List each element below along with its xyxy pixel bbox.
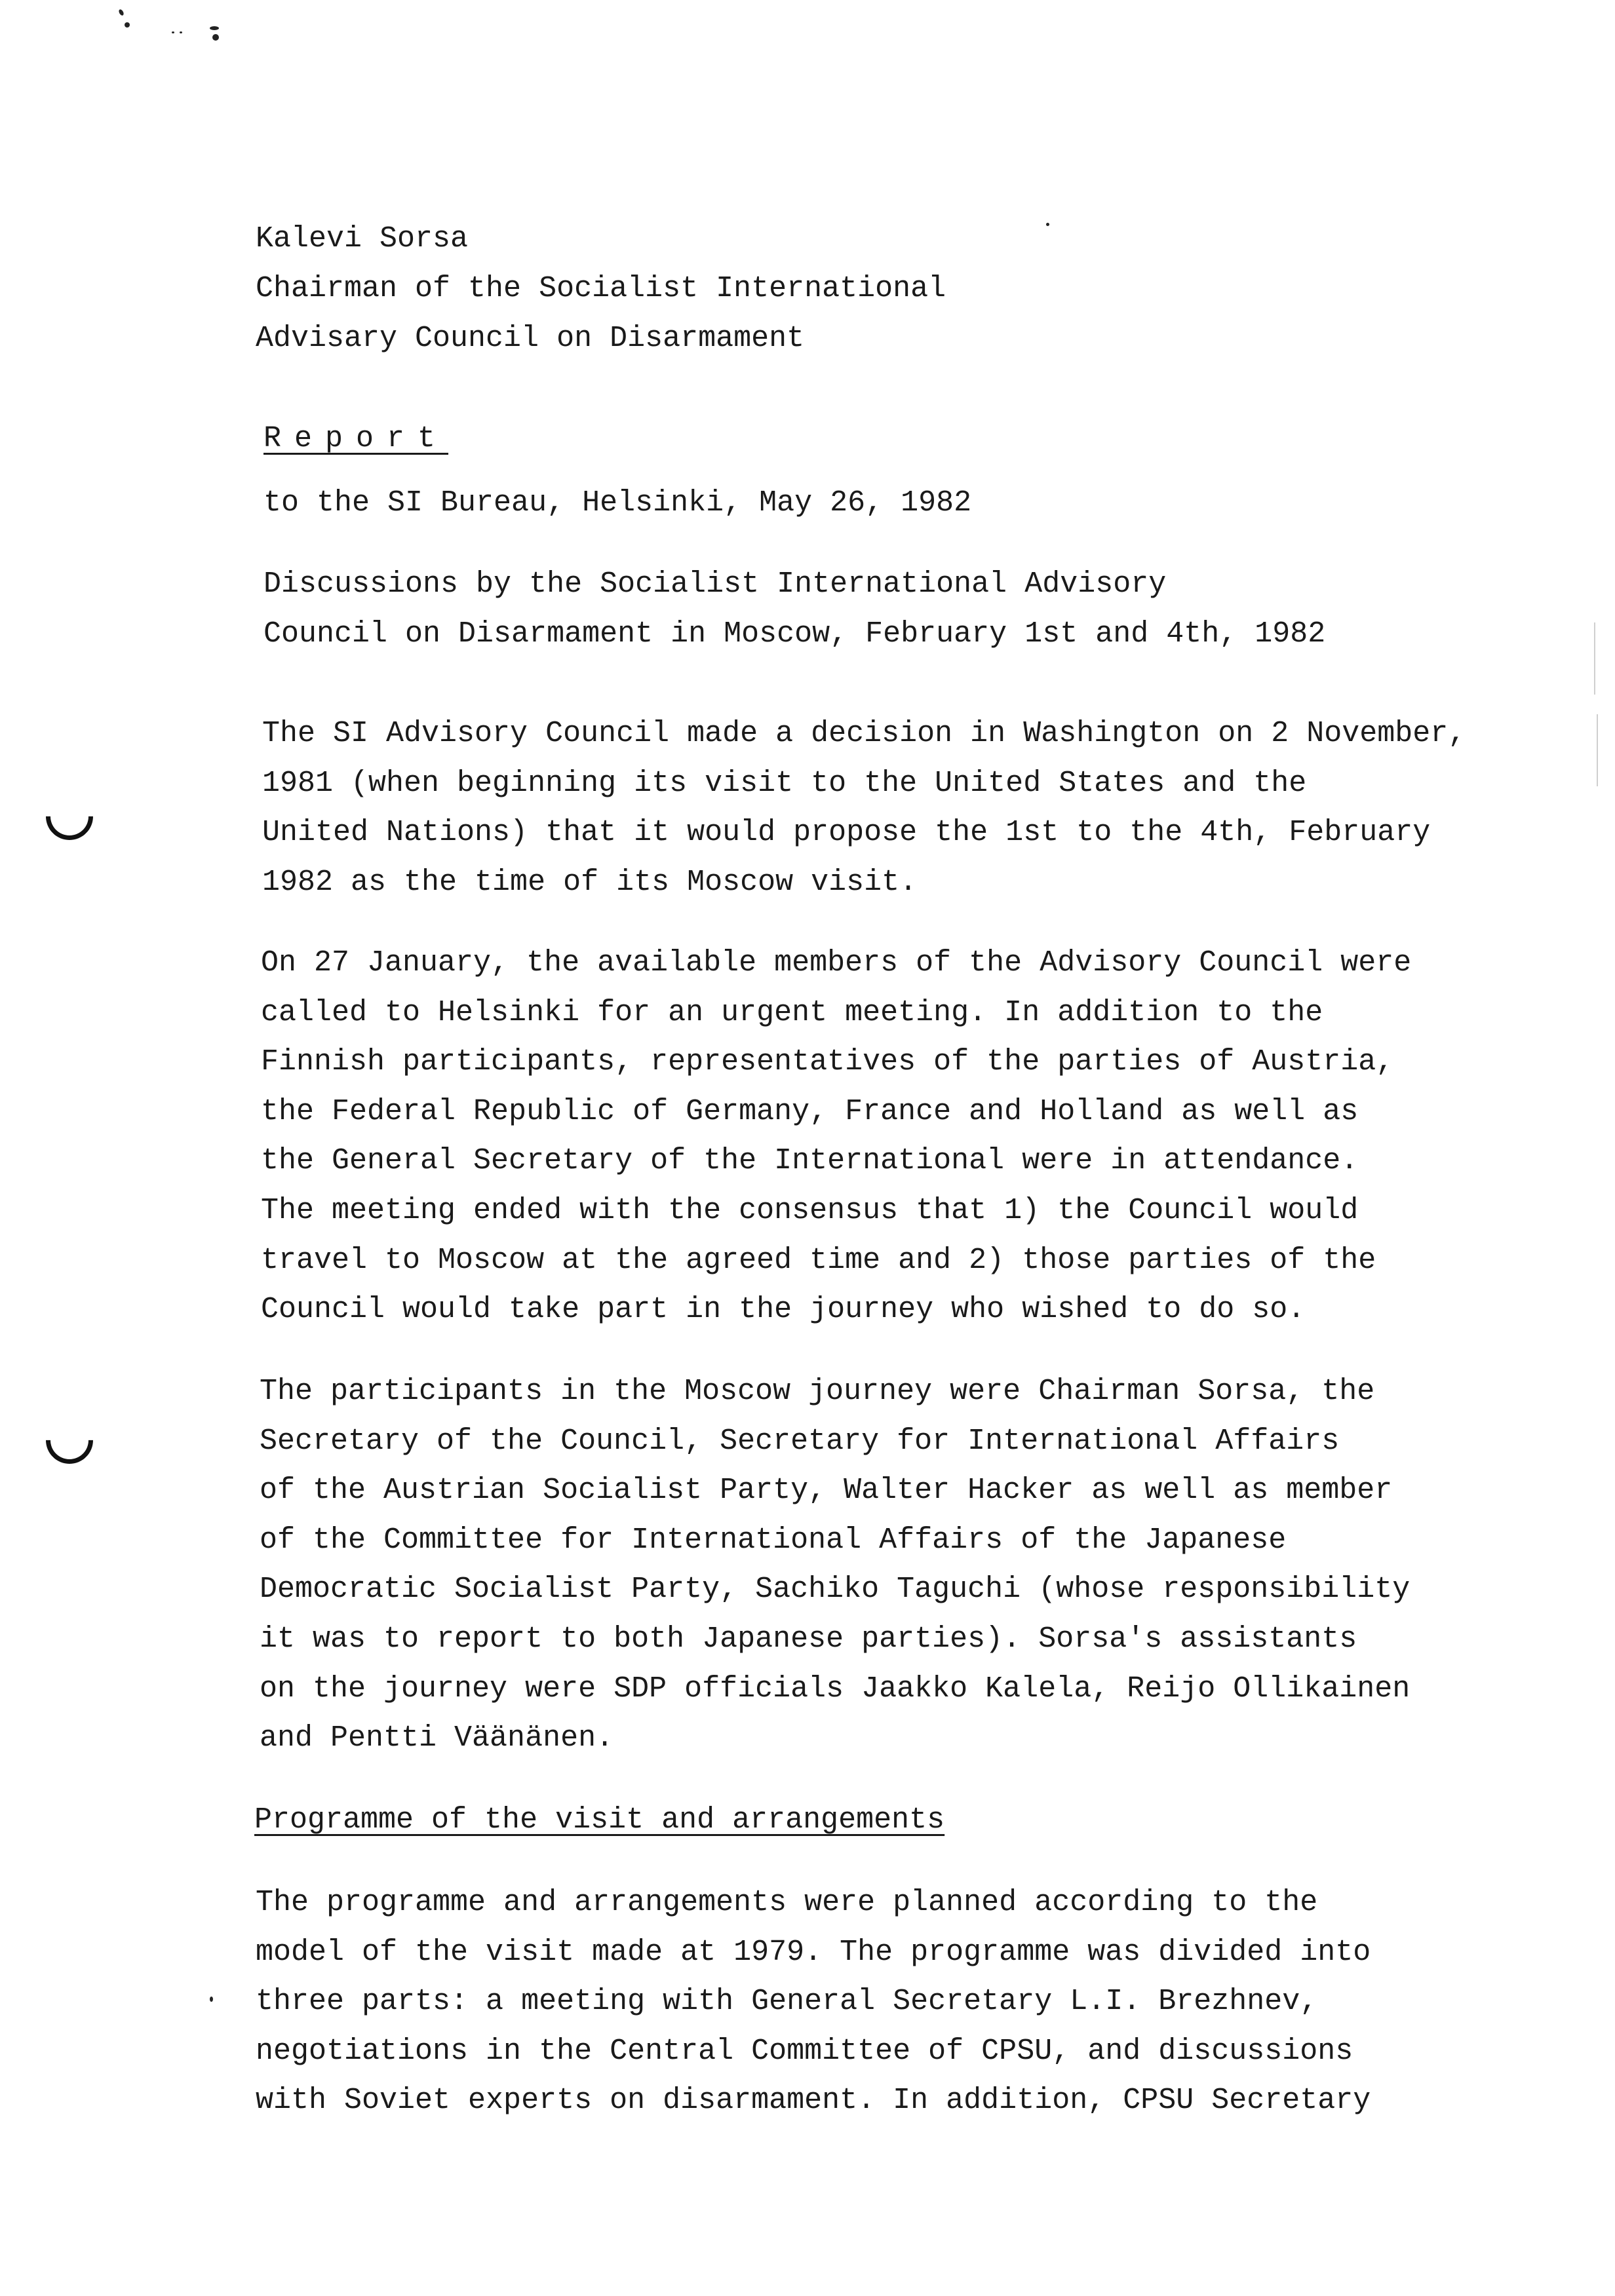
text-line: 1982 as the time of its Moscow visit. [262,865,918,899]
text-line: the Federal Republic of Germany, France and Holland as well as [261,1094,1359,1128]
text-line: On 27 January, the available members of the Advisory Council were [261,946,1412,980]
report-heading: Report [263,422,449,455]
scan-speck [125,22,130,28]
author-role: Chairman of the Socialist International [256,272,946,305]
scan-speck [212,34,219,41]
punch-hole-mark [36,783,103,850]
discussion-title-line: Council on Disarmament in Moscow, February 1st and 4th, 1982 [263,617,1326,651]
scan-speck [172,31,174,33]
scan-speck [210,1997,213,2002]
discussion-title-line: Discussions by the Socialist International Advisory [263,567,1167,601]
text-line: it was to report to both Japanese parties). Sorsa's assistants [260,1622,1357,1656]
text-line: Democratic Socialist Party, Sachiko Taguchi (whose responsibility [260,1573,1411,1607]
scan-speck [180,31,182,33]
text-line: of the Committee for International Affairs of the Japanese [260,1523,1287,1557]
text-line: with Soviet experts on disarmament. In addition, CPSU Secretary [256,2084,1371,2118]
text-line: Council would take part in the journey who wished to do so. [261,1293,1306,1327]
punch-hole-mark [36,1407,103,1474]
text-line: Secretary of the Council, Secretary for International Affairs [260,1424,1340,1458]
text-line: negotiations in the Central Committee of CPSU, and discussions [256,2034,1353,2068]
report-subtitle: to the SI Bureau, Helsinki, May 26, 1982 [263,486,972,520]
text-line: and Pentti Väänänen. [260,1721,614,1755]
text-line: The programme and arrangements were planned according to the [256,1886,1318,1919]
paragraph-4 [256,1878,1606,2126]
text-line: the General Secretary of the International were in attendance. [261,1144,1359,1178]
report-subtitle-block [263,478,1614,528]
author-council: Advisary Council on Disarmament [256,322,805,355]
scan-speck [118,9,125,16]
text-line: model of the visit made at 1979. The programme was divided into [256,1935,1371,1969]
text-line: The meeting ended with the consensus that 1) the Council would [261,1193,1359,1227]
author-block [256,214,1606,364]
text-line: called to Helsinki for an urgent meeting. In addition to the [261,995,1323,1029]
text-line: The SI Advisory Council made a decision in Washington on 2 November, [262,717,1466,750]
paragraph-1 [262,709,1612,907]
paragraph-2 [261,938,1611,1335]
text-line: The participants in the Moscow journey were Chairman Sorsa, the [260,1375,1375,1408]
author-name: Kalevi Sorsa [256,222,469,256]
text-line: on the journey were SDP officials Jaakko Kalela, Reijo Ollikainen [260,1672,1411,1706]
discussion-title-block [263,560,1614,659]
text-line: United Nations) that it would propose the 1st to the 4th, February [262,816,1431,850]
text-line: Finnish participants, representatives of the parties of Austria, [261,1045,1394,1079]
text-line: three parts: a meeting with General Secretary L.I. Brezhnev, [256,1985,1318,2019]
text-line: travel to Moscow at the agreed time and 2) those parties of the [261,1243,1376,1277]
text-line: 1981 (when beginning its visit to the United States and the [262,766,1307,800]
text-line: of the Austrian Socialist Party, Walter Hacker as well as member [260,1474,1393,1508]
paragraph-3 [260,1367,1610,1763]
scan-speck [210,26,219,30]
section-heading: Programme of the visit and arrangements [254,1803,945,1837]
